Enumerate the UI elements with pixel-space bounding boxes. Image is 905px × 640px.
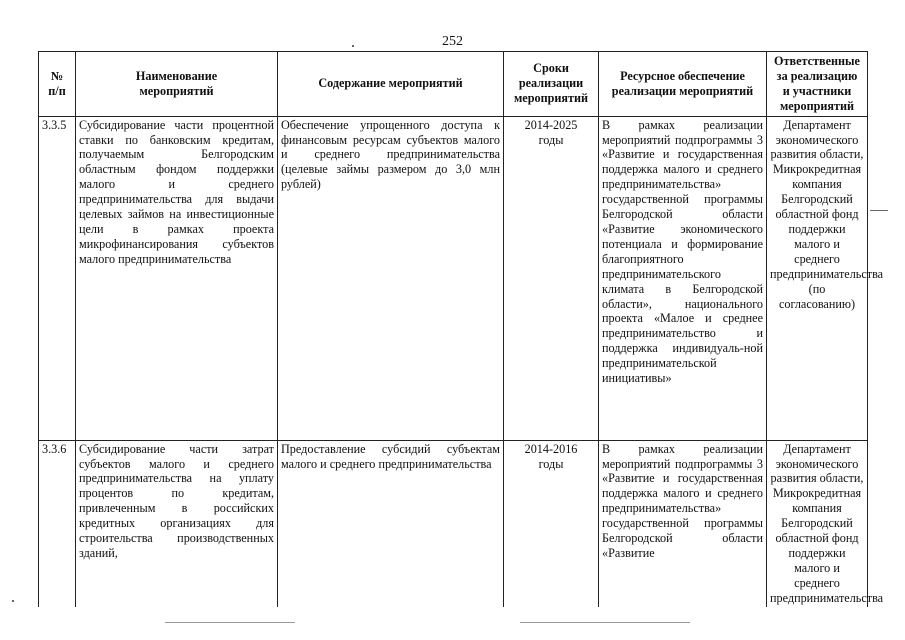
row-number: 3.3.5	[39, 116, 76, 440]
row-period: 2014-2025 годы	[504, 116, 599, 440]
row-responsible: Департамент экономического развития области, Микрокредитная компания Белгородский областной фонд поддержки малого и среднего предпринимательства (по согласованию)	[767, 116, 868, 440]
scan-speck	[520, 622, 690, 623]
row-content: Обеспечение упрощенного доступа к финансовым ресурсам субъектов малого и среднего предпринимательства (целевые займы размером до 3,0 млн рублей)	[278, 116, 504, 440]
scan-speck	[165, 622, 295, 623]
header-resources-text: Ресурсное обеспечение реализации мероприятий	[611, 68, 754, 98]
header-resources	[599, 52, 767, 117]
header-num	[39, 52, 76, 117]
header-period-text: Сроки реализации мероприятий	[513, 61, 589, 106]
events-table	[38, 51, 884, 607]
header-responsible-text: Ответственные за реализацию и участники мероприятий	[774, 54, 860, 113]
table-row	[39, 440, 868, 606]
table-row	[39, 116, 868, 440]
row-resources: В рамках реализации мероприятий подпрограммы 3 «Развитие и государственная поддержка малого и среднего предпринимательства» государственной программы Белгородской области «Развитие	[599, 440, 767, 606]
row-content: Предоставление субсидий субъектам малого и среднего предпринимательства	[278, 440, 504, 606]
scan-speck	[352, 45, 354, 47]
page-number: 252	[442, 34, 463, 49]
row-resources: В рамках реализации мероприятий подпрограммы 3 «Развитие и государственная поддержка малого и среднего предпринимательства» государственной программы Белгородской области «Развитие экономического потенциала и формирование благоприятного предпринимательского климата в Белгородской области», национального проекта «Малое и среднее предпринимательство и поддержка индивидуаль-ной предпринимательской инициативы»	[599, 116, 767, 440]
header-name	[76, 52, 278, 117]
header-content	[278, 52, 504, 117]
row-period: 2014-2016 годы	[504, 440, 599, 606]
row-name: Субсидирование части затрат субъектов малого и среднего предпринимательства на уплату процентов по кредитам, привлеченным в российских кредитных организациях для строительства производственных зданий,	[76, 440, 278, 606]
scan-speck	[12, 600, 14, 602]
row-responsible: Департамент экономического развития области, Микрокредитная компания Белгородский областной фонд поддержки малого и среднего предпринимательства	[767, 440, 868, 606]
header-row	[39, 52, 868, 117]
row-name: Субсидирование части процентной ставки по банковским кредитам, получаемым Белгородским областным фондом поддержки малого и среднего предпринимательства для выдачи целевых займов на инвестиционные цели в рамках проекта микрофинансирования субъектов малого предпринимательства	[76, 116, 278, 440]
header-num-text: № п/п	[48, 68, 66, 98]
header-name-text: Наименование мероприятий	[135, 68, 218, 98]
scan-speck	[870, 210, 888, 211]
row-number: 3.3.6	[39, 440, 76, 606]
header-period	[504, 52, 599, 117]
header-content-text: Содержание мероприятий	[318, 76, 463, 91]
header-responsible	[767, 52, 868, 117]
